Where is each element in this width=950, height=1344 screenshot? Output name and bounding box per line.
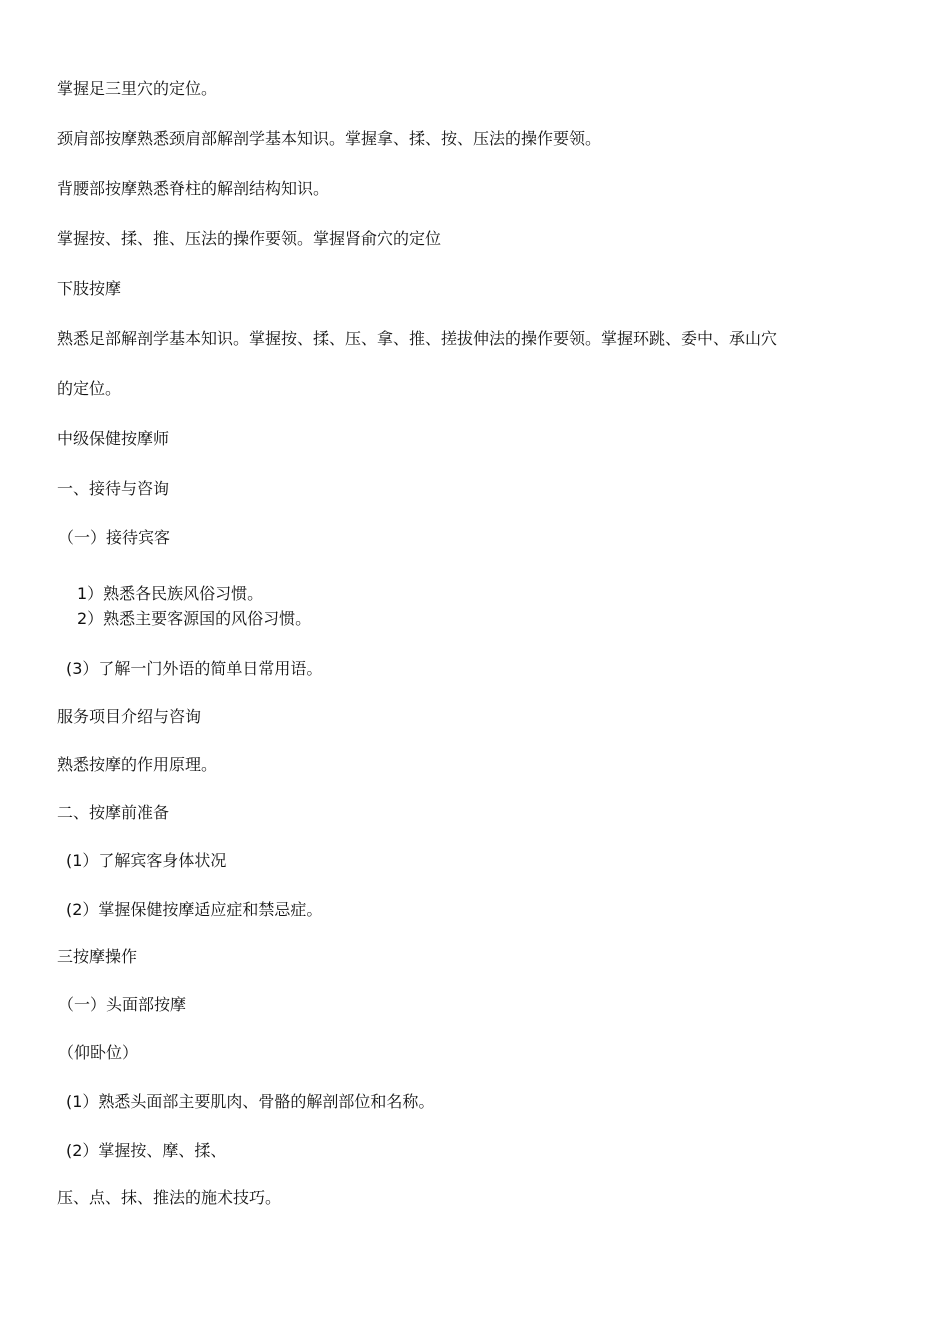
text-line: 熟悉足部解剖学基本知识。掌握按、揉、压、拿、推、搓拔伸法的操作要领。掌握环跳、委中、承山穴 (57, 329, 778, 348)
subsection-heading: （一）头面部按摩 (58, 995, 187, 1014)
text-line: 背腰部按摩熟悉脊柱的解剖结构知识。 (57, 179, 330, 198)
list-item: (2）掌握保健按摩适应症和禁忌症。 (66, 900, 323, 919)
text-line: 服务项目介绍与咨询 (57, 707, 202, 726)
subsection-heading: （一）接待宾客 (58, 528, 171, 547)
text-line: 熟悉按摩的作用原理。 (57, 755, 218, 774)
text-line: 颈肩部按摩熟悉颈肩部解剖学基本知识。掌握拿、揉、按、压法的操作要领。 (57, 129, 602, 148)
section-heading: 三按摩操作 (57, 947, 138, 966)
text-line: 掌握足三里穴的定位。 (57, 79, 218, 98)
list-item: 1）熟悉各民族风俗习惯。 (77, 584, 264, 603)
list-item: 2）熟悉主要客源国的风俗习惯。 (77, 609, 312, 628)
text-line: （仰卧位） (58, 1043, 139, 1062)
list-item: (3）了解一门外语的简单日常用语。 (66, 659, 323, 678)
text-line: 压、点、抹、推法的施术技巧。 (57, 1188, 282, 1207)
text-line: 的定位。 (57, 379, 122, 398)
section-heading: 中级保健按摩师 (57, 429, 170, 448)
text-line: 掌握按、揉、推、压法的操作要领。掌握肾俞穴的定位 (57, 229, 442, 248)
text-line: 下肢按摩 (57, 279, 122, 298)
section-heading: 一、接待与咨询 (57, 479, 170, 498)
list-item: (1）熟悉头面部主要肌肉、骨骼的解剖部位和名称。 (66, 1092, 435, 1111)
section-heading: 二、按摩前准备 (57, 803, 170, 822)
list-item: (2）掌握按、摩、揉、 (66, 1141, 227, 1160)
list-item: (1）了解宾客身体状况 (66, 851, 227, 870)
